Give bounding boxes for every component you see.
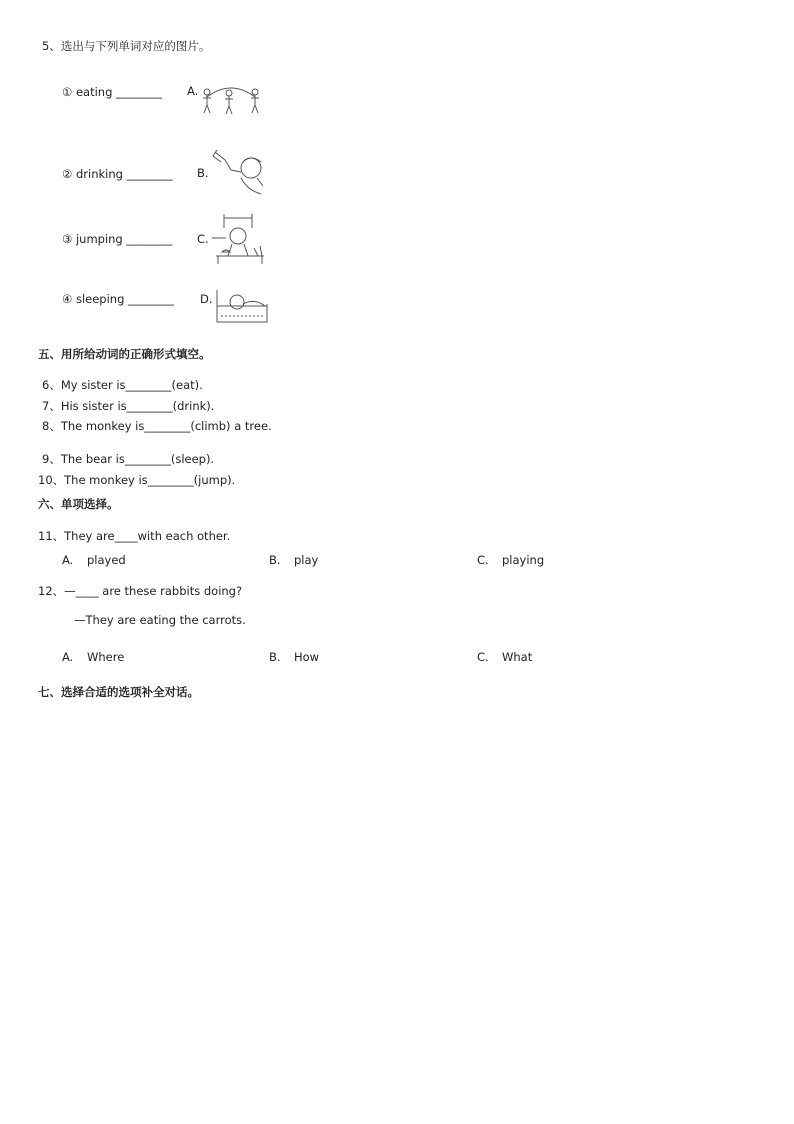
q5-option-d-letter: D.	[200, 292, 213, 306]
question-10: 10、The monkey is________(jump).	[38, 473, 236, 487]
question-12-stem: 12、—____ are these rabbits doing?	[38, 584, 243, 598]
q11-option-b-letter: B.	[269, 553, 281, 567]
q5-item-3: ③ jumping ________	[62, 232, 173, 246]
question-6: 6、My sister is________(eat).	[42, 378, 203, 392]
q12-option-b-text: How	[294, 650, 320, 664]
question-7: 7、His sister is________(drink).	[42, 399, 215, 413]
child-eating-at-table-picture	[212, 214, 270, 266]
q12-option-b-letter: B.	[269, 650, 281, 664]
person-drinking-picture	[211, 150, 267, 196]
question-8: 8、The monkey is________(climb) a tree.	[42, 419, 272, 433]
q5-item-1: ① eating ________	[62, 85, 163, 99]
section-5-heading: 五、用所给动词的正确形式填空。	[38, 347, 211, 361]
q11-option-a-letter: A.	[62, 553, 74, 567]
q12-option-c-text: What	[502, 650, 533, 664]
q5-item-2: ② drinking ________	[62, 167, 173, 181]
question-11-stem: 11、They are____with each other.	[38, 529, 231, 543]
q12-option-a-letter: A.	[62, 650, 74, 664]
q11-option-b-text: play	[294, 553, 319, 567]
q5-option-a-letter: A.	[187, 84, 199, 98]
question-5-title: 5、选出与下列单词对应的图片。	[42, 39, 211, 53]
q12-option-a-text: Where	[87, 650, 125, 664]
question-12-reply: —They are eating the carrots.	[74, 613, 246, 627]
section-7-heading: 七、选择合适的选项补全对话。	[38, 685, 199, 699]
child-sleeping-in-bed-picture	[215, 286, 269, 324]
q5-item-4: ④ sleeping ________	[62, 292, 175, 306]
q12-option-c-letter: C.	[477, 650, 489, 664]
children-skipping-rope-picture	[199, 83, 263, 117]
section-6-heading: 六、单项选择。	[38, 497, 119, 511]
q5-option-b-letter: B.	[197, 166, 209, 180]
q5-option-c-letter: C.	[197, 232, 209, 246]
q11-option-a-text: played	[87, 553, 126, 567]
q11-option-c-text: playing	[502, 553, 545, 567]
q11-option-c-letter: C.	[477, 553, 489, 567]
question-9: 9、The bear is________(sleep).	[42, 452, 215, 466]
